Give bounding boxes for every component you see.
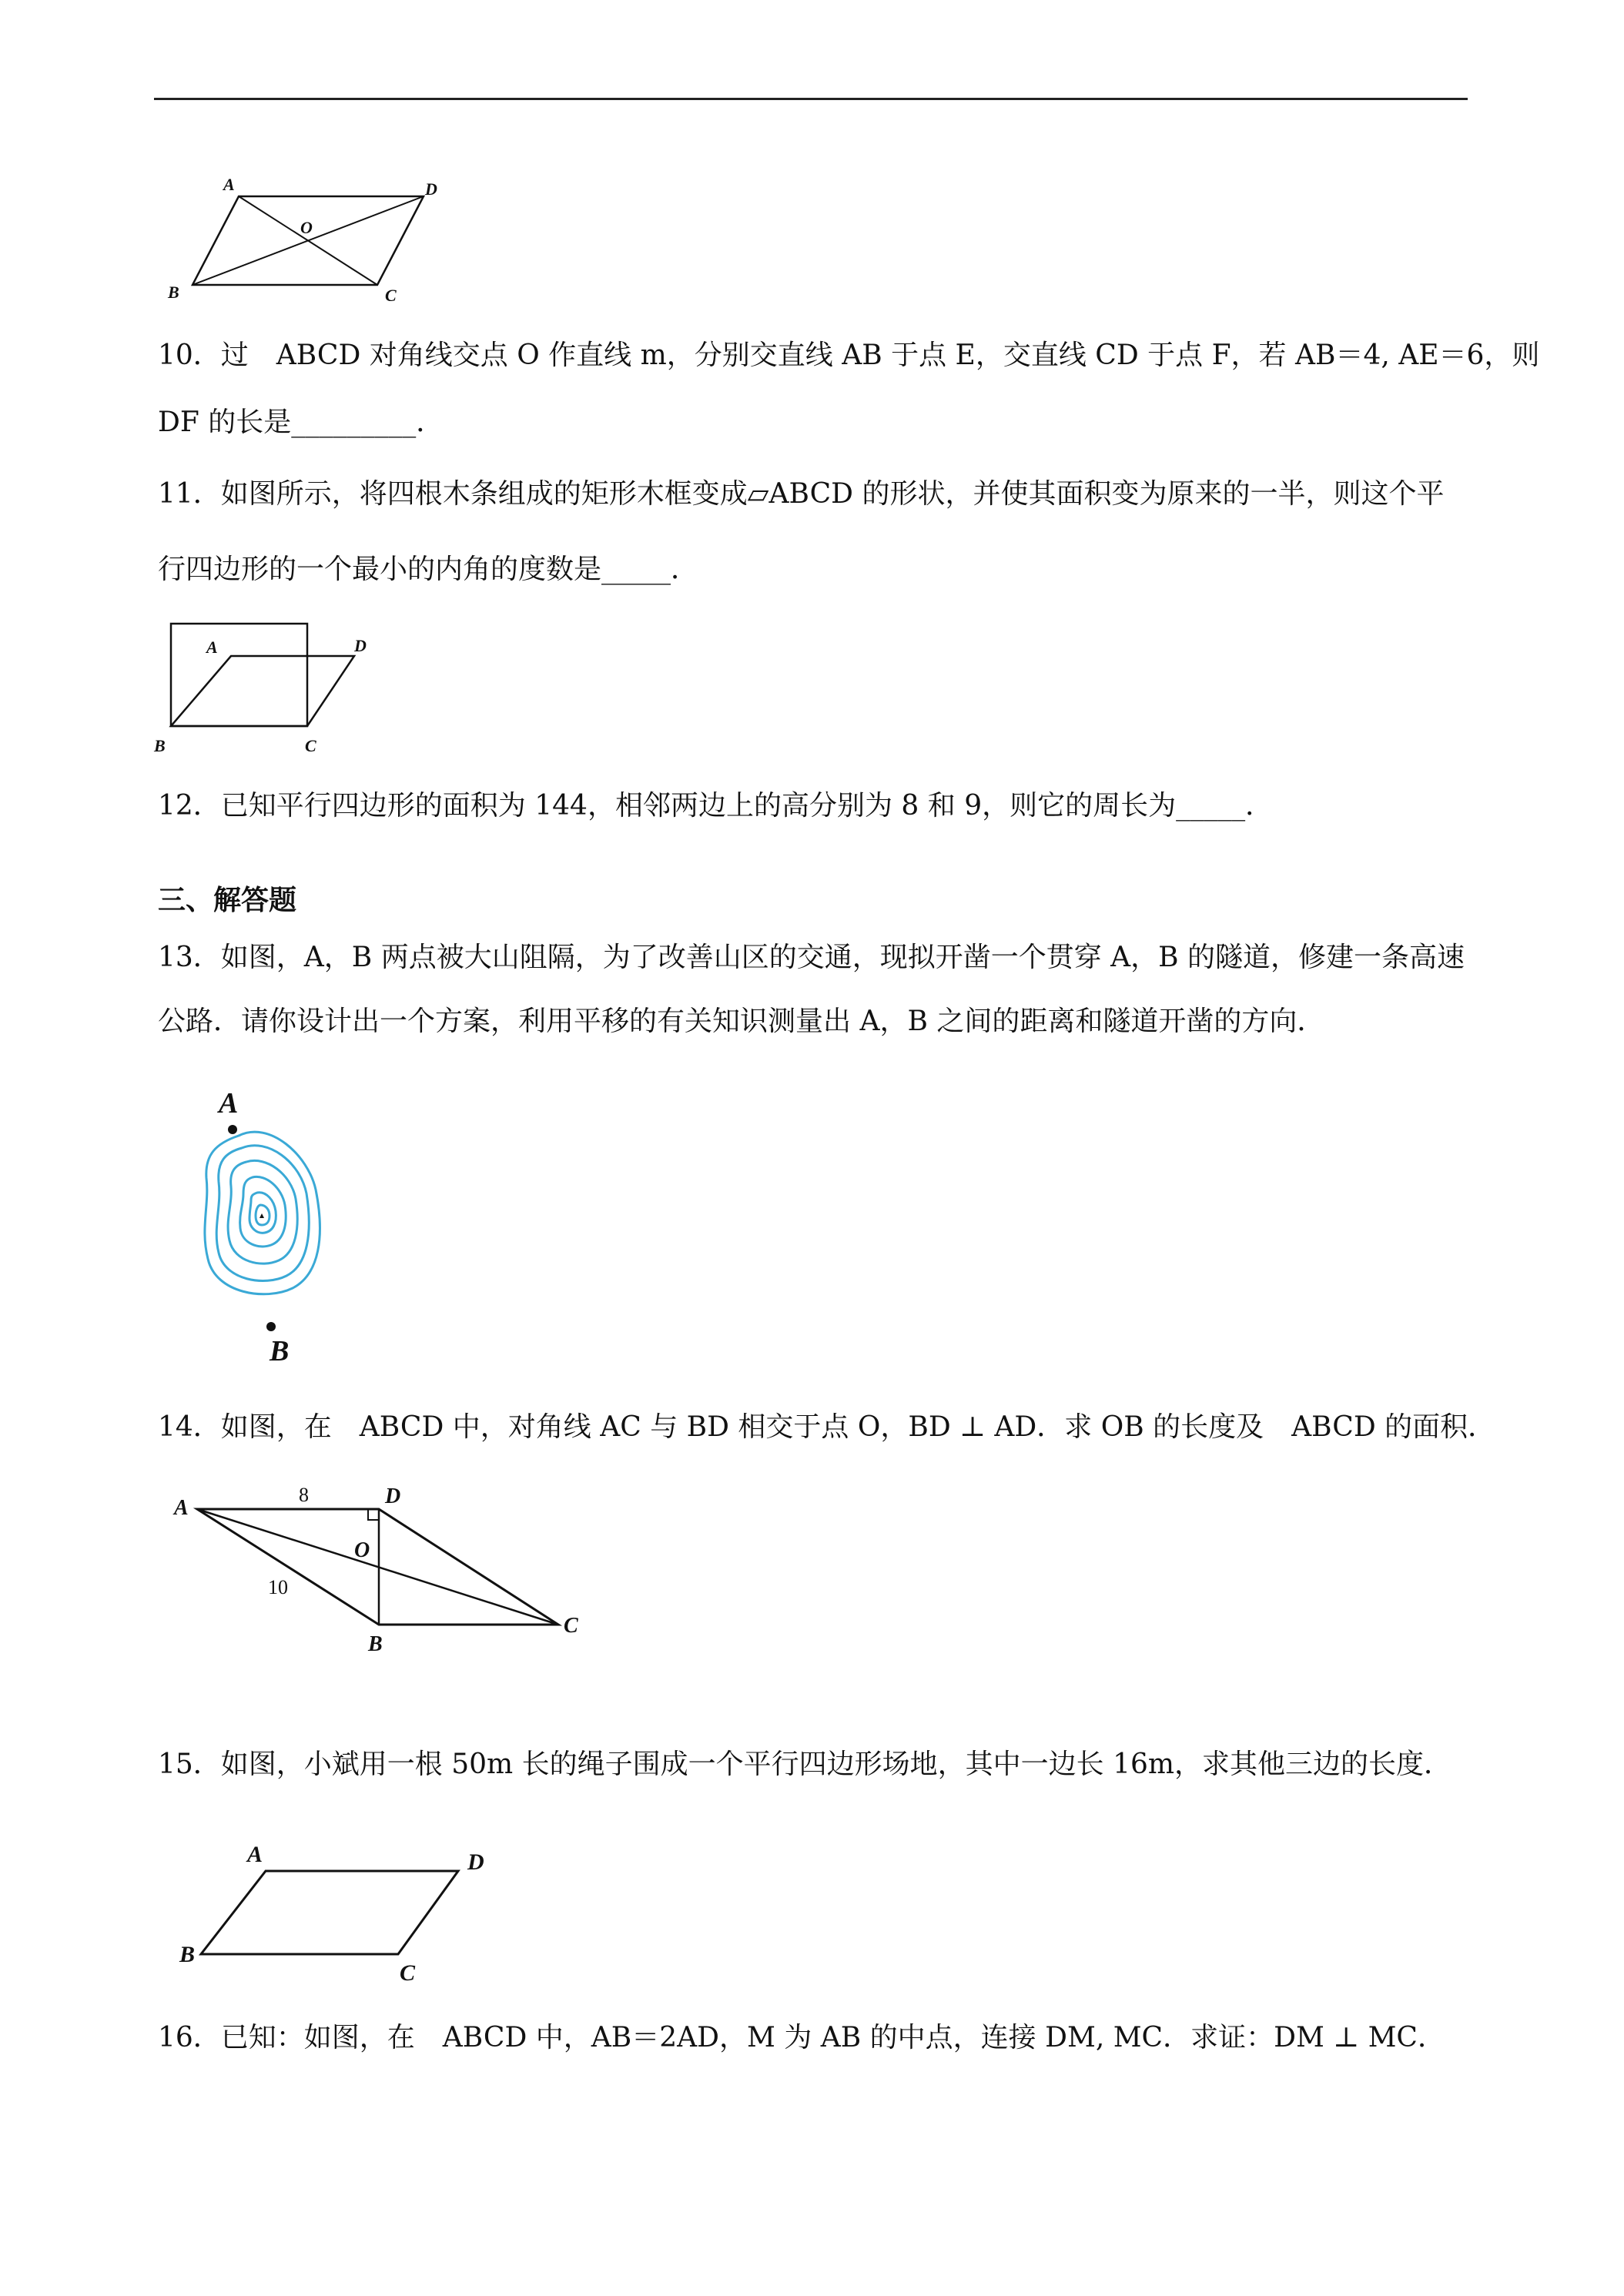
question-11-line-1: 11．如图所示，将四根木条组成的矩形木框变成▱ABCD 的形状，并使其面积变为原来的一半，则这个平 <box>158 478 1445 510</box>
question-10-line-2: DF 的长是_________． <box>158 407 444 438</box>
question-16: 16．已知：如图，在 ABCD 中，AB＝2AD，M 为 AB 的中点，连接 DM, MC．求证：DM ⊥ MC． <box>158 2022 1445 2053</box>
parallelogram-diagonals-figure <box>154 173 447 312</box>
label-c: C <box>305 736 316 755</box>
question-14: 14．如图，在 ABCD 中，对角线 AC 与 BD 相交于点 O，BD ⊥ AD．求 OB 的长度及 ABCD 的面积． <box>158 1411 1496 1443</box>
question-13-line-1: 13．如图，A，B 两点被大山阻隔，为了改善山区的交通，现拟开凿一个贯穿 A，B 的隧道，修建一条高速 <box>158 942 1465 973</box>
length-label-ad: 8 <box>299 1484 309 1506</box>
question-13-line-2: 公路．请你设计出一个方案，利用平移的有关知识测量出 A，B 之间的距离和隧道开凿的方向． <box>158 1006 1325 1037</box>
question-15: 15．如图，小斌用一根 50m 长的绳子围成一个平行四边形场地，其中一边长 16m，求其他三边的长度． <box>158 1749 1452 1780</box>
label-c: C <box>385 286 397 305</box>
label-d: D <box>385 1484 401 1508</box>
label-a: A <box>206 638 218 657</box>
label-d: D <box>354 636 367 655</box>
section-heading: 三、解答题 <box>158 885 297 916</box>
header-rule <box>154 98 1468 100</box>
label-c: C <box>564 1614 578 1638</box>
label-a: A <box>174 1496 189 1520</box>
label-b: B <box>270 1335 290 1367</box>
label-d: D <box>425 179 437 199</box>
label-b: B <box>168 283 179 302</box>
contour-lines <box>205 1132 320 1294</box>
label-b: B <box>179 1942 196 1967</box>
label-a: A <box>247 1842 263 1867</box>
length-label-ab: 10 <box>268 1576 288 1598</box>
label-a: A <box>223 175 235 194</box>
label-c: C <box>400 1960 416 1986</box>
label-o: O <box>354 1538 370 1562</box>
rectangle-to-parallelogram-figure <box>154 616 400 762</box>
label-a: A <box>219 1087 239 1120</box>
label-b: B <box>154 736 166 755</box>
question-12: 12．已知平行四边形的面积为 144，相邻两边上的高分别为 8 和 9，则它的周长为_____． <box>158 790 1274 822</box>
mountain-contour-figure <box>185 1082 339 1371</box>
question-11-line-2: 行四边形的一个最小的内角的度数是_____． <box>158 554 699 585</box>
question-10-line-1: 10．过 ABCD 对角线交点 O 作直线 m，分别交直线 AB 于点 E，交直线 CD 于点 F，若 AB＝4, AE＝6，则 <box>158 340 1540 371</box>
label-b: B <box>368 1632 383 1656</box>
parallelogram-figure <box>173 1832 512 1986</box>
label-d: D <box>467 1849 484 1875</box>
parallelogram-perpendicular-figure <box>169 1471 593 1655</box>
label-o: O <box>300 218 313 237</box>
